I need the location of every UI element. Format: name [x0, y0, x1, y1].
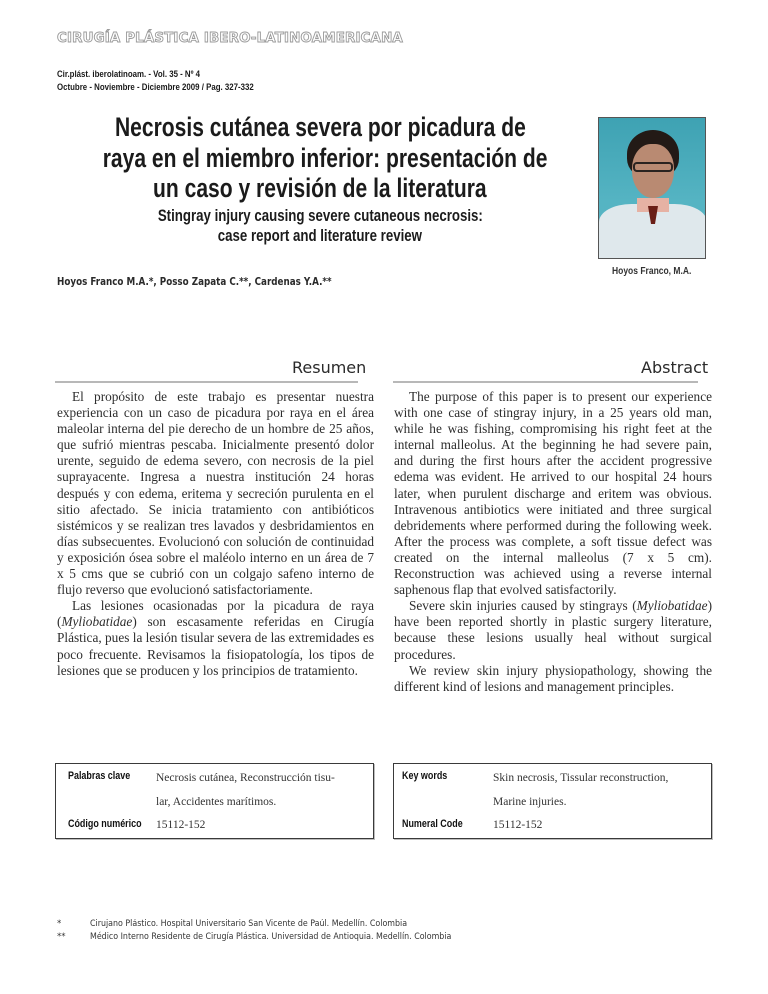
keywords-value: Skin necrosis, Tissular reconstruction, — [493, 772, 669, 784]
keywords-box-english — [393, 763, 712, 839]
title-spanish — [40, 112, 600, 204]
photo-caption-text: Hoyos Franco, M.A. — [612, 266, 692, 277]
footnote — [57, 918, 483, 931]
abstract-p2-italic: Myliobatidae — [636, 598, 708, 614]
title-en-line: Stingray injury causing severe cutaneous necrosis: — [157, 206, 483, 225]
resumen-p2-text: ) son escasamente referidas en Cirugía Plástica, pues la lesión tisular severa de las extremidades es poco frecuente. Revisamos la fisiopatología, los tipos de lesiones que se producen y los principios de tratamiento. — [57, 614, 374, 678]
abstract-paragraph: The purpose of this paper is to present our experience with one case of stingray injury, in a 25 years old man, while he was fishing, compromising his right feet at the internal malleolus. At the beginning he had severe pain, and during the first hours after the accident progressive edema was evident. He arrived to our hospital 24 hours later, when purulent discharge and eritem was obvious. Intravenous antibiotics were initiated and three surgical debridements where performed during the following week. After the process was complete, a soft tissue defect was created on the internal malleolus (7 x 5 cm). Reconstruction was achieved using a reverse internal saphenous flap that evolved satisfactorily. — [394, 389, 712, 598]
abstract-divider — [393, 381, 698, 383]
title-es-line: Necrosis cutánea severa por picadura de — [114, 112, 526, 142]
title-es-line: un caso y revisión de la literatura — [153, 173, 487, 203]
abstract-paragraph — [394, 598, 712, 662]
journal-name: CIRUGÍA PLÁSTICA IBERO-LATINOAMERICANA — [57, 31, 403, 46]
resumen-p2-text: Las lesiones ocasionadas por la picadura de raya ( — [57, 598, 374, 630]
citation-block — [57, 69, 254, 94]
title-english — [40, 206, 600, 246]
abstract-p2-text: Severe skin injuries caused by stingrays ( — [409, 598, 637, 614]
abstract-heading: Abstract — [641, 358, 709, 377]
citation-date-pages: Octubre - Noviembre - Diciembre 2009 / Pag. 327-332 — [57, 81, 254, 93]
keywords-box-spanish — [55, 763, 374, 839]
affiliation-footnotes — [57, 918, 483, 943]
title-es-line: raya en el miembro inferior: presentación de — [102, 142, 548, 173]
keywords-label: Palabras clave — [68, 770, 131, 782]
author-list: Hoyos Franco M.A.*, Posso Zapata C.**, Cardenas Y.A.** — [57, 277, 332, 288]
resumen-body — [57, 389, 374, 679]
resumen-heading: Resumen — [292, 358, 367, 377]
keywords-label: Key words — [402, 770, 448, 782]
title-en-line: case report and literature review — [217, 226, 423, 245]
resumen-divider — [55, 381, 358, 383]
footnote-mark: ** — [57, 931, 66, 942]
abstract-body — [394, 389, 712, 695]
photo-glasses-shape — [633, 162, 673, 172]
code-value: 15112-152 — [156, 819, 206, 831]
resumen-paragraph — [57, 598, 374, 678]
footnote-text: Médico Interno Residente de Cirugía Plástica. Universidad de Antioquia. Medellín. Colombia — [90, 931, 452, 942]
keywords-value: Marine injuries. — [493, 796, 567, 808]
code-value: 15112-152 — [493, 819, 543, 831]
abstract-paragraph: We review skin injury physiopathology, showing the different kind of lesions and management principles. — [394, 662, 712, 694]
code-label: Código numérico — [68, 818, 142, 830]
photo-caption — [598, 266, 706, 277]
abstract-p2-text: ) have been reported shortly in plastic surgery literature, because these lesions usually heal without surgical procedures. — [394, 598, 712, 662]
keywords-value: Necrosis cutánea, Reconstrucción tisu- — [156, 772, 335, 784]
resumen-paragraph: El propósito de este trabajo es presentar nuestra experiencia con un caso de picadura por raya en el área maleolar interna del pie derecho de un hombre de 25 años, que sufrió mientras pescaba. Inicialmente presentó dolor urente, seguido de edema severo, con necrosis de la piel suprayacente. Ingresa a nuestra institución 24 horas después y con edema, eritema y secreción purulenta en el sitio afectado. Se inicia tratamiento con antibióticos sistémicos y se realizan tres lavados y desbridamientos en días subsecuentes. Evolucionó con solución de continuidad y exposición ósea sobre el maléolo interno en un área de 7 x 5 cms que se cubrió con un colgajo safeno interno de flujo reverso que evolucionó satisfactoriamente. — [57, 389, 374, 598]
code-label: Numeral Code — [402, 818, 463, 830]
keywords-value: lar, Accidentes marítimos. — [156, 796, 277, 808]
footnote — [57, 931, 483, 944]
author-portrait-photo — [598, 117, 706, 259]
footnote-mark: * — [57, 919, 62, 929]
citation-volume: Cir.plást. iberolatinoam. - Vol. 35 - Nº 4 — [57, 69, 201, 80]
footnote-text: Cirujano Plástico. Hospital Universitario San Vicente de Paúl. Medellín. Colombia — [90, 919, 408, 929]
resumen-p2-italic: Myliobatidae — [61, 614, 133, 630]
